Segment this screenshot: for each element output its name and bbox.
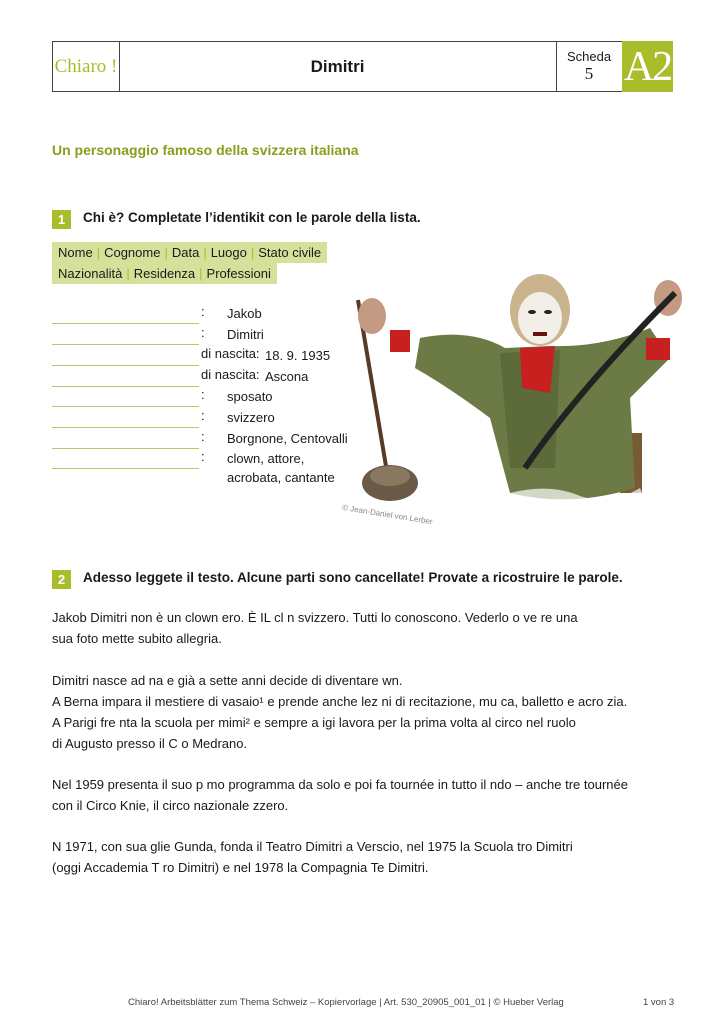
scheda-label: Scheda — [566, 49, 612, 64]
worksheet-header — [52, 41, 673, 92]
identikit-label: : — [201, 449, 205, 464]
word-item: Cognome — [104, 245, 161, 260]
text-paragraph — [52, 670, 672, 754]
answer-line[interactable] — [52, 406, 199, 407]
text-paragraph — [52, 607, 672, 649]
answer-line[interactable] — [52, 365, 199, 366]
scheda-number: 5 — [584, 64, 594, 83]
identikit-value: Jakob — [227, 306, 262, 321]
text-line: di Augusto presso il C o Medrano. — [52, 736, 248, 751]
identikit-value: sposato — [227, 389, 273, 404]
word-item: Nazionalità — [58, 266, 123, 281]
identikit-value: Dimitri — [227, 327, 264, 342]
exercise-2-number: 2 — [52, 570, 71, 589]
text-line: A Berna impara il mestiere di vasaio¹ e prende anche lez ni di recitazione, mu ca, balletto e acro zia. — [52, 694, 628, 709]
text-line: sua foto mette subito allegria. — [52, 631, 222, 646]
text-line: Nel 1959 presenta il suo p mo programma da solo e poi fa tournée in tutto il ndo – anche tre tournée — [52, 777, 628, 792]
level-badge: A2 — [622, 41, 673, 92]
exercise-2-heading: Adesso leggete il testo. Alcune parti sono cancellate! Provate a ricostruire le parole. — [83, 570, 623, 585]
text-paragraph — [52, 774, 672, 816]
word-list-row-1: Nome | Cognome | Data | Luogo | Stato civile — [52, 242, 327, 263]
identikit-value: Ascona — [265, 369, 309, 384]
text-line: Jakob Dimitri non è un clown ero. È IL cl n svizzero. Tutti lo conoscono. Vederlo o ve re una — [52, 610, 578, 625]
text-line: con il Circo Knie, il circo nazionale zzero. — [52, 798, 289, 813]
identikit-label: : — [201, 304, 205, 319]
answer-line[interactable] — [52, 323, 199, 324]
chiaro-logo: Chiaro ! — [53, 42, 120, 91]
identikit-label: : — [201, 429, 205, 444]
text-line: N 1971, con sua glie Gunda, fonda il Teatro Dimitri a Verscio, nel 1975 la Scuola tro Dimitri — [52, 839, 573, 854]
answer-line[interactable] — [52, 344, 199, 345]
identikit-value: clown, attore, — [227, 451, 305, 466]
text-line: A Parigi fre nta la scuola per mimi² e sempre a igi lavora per la prima volta al circo nel ruolo — [52, 715, 576, 730]
page-title: Dimitri — [119, 42, 557, 91]
word-list-row-2: Nazionalità | Residenza | Professioni — [52, 263, 277, 284]
text-line: Dimitri nasce ad na e già a sette anni decide di diventare wn. — [52, 673, 403, 688]
exercise-1-heading: Chi è? Completate l’identikit con le parole della lista. — [83, 210, 421, 225]
photo-credit: © Jean-Daniel von Lerber — [341, 503, 434, 527]
section-subtitle: Un personaggio famoso della svizzera italiana — [52, 142, 359, 158]
page-number: 1 von 3 — [643, 997, 675, 1008]
answer-line[interactable] — [52, 448, 199, 449]
identikit-label: di nascita: — [201, 346, 260, 361]
text-line: (oggi Accademia T ro Dimitri) e nel 1978 la Compagnia Te Dimitri. — [52, 860, 429, 875]
identikit-value: Borgnone, Centovalli — [227, 431, 348, 446]
identikit-value: 18. 9. 1935 — [265, 348, 331, 363]
identikit-label: : — [201, 325, 205, 340]
identikit-label: di nascita: — [201, 367, 260, 382]
clown-photo — [350, 268, 690, 513]
footer-text: Chiaro! Arbeitsblätter zum Thema Schweiz – Kopiervorlage | Art. 530_20905_001_01 | © Hueber Verlag — [128, 997, 564, 1008]
word-item: Nome — [58, 245, 93, 260]
word-list — [52, 242, 327, 284]
text-paragraph — [52, 836, 672, 878]
identikit-label: : — [201, 408, 205, 423]
word-item: Residenza — [133, 266, 196, 281]
identikit-value-2: acrobata, cantante — [227, 470, 335, 485]
word-item: Data — [171, 245, 200, 260]
identikit-label: : — [201, 387, 205, 402]
scheda-box — [556, 42, 622, 91]
answer-line[interactable] — [52, 427, 199, 428]
exercise-1-number: 1 — [52, 210, 71, 229]
answer-line[interactable] — [52, 468, 199, 469]
identikit-value: svizzero — [227, 410, 275, 425]
answer-line[interactable] — [52, 386, 199, 387]
word-item: Luogo — [210, 245, 247, 260]
word-item: Stato civile — [258, 245, 322, 260]
word-item: Professioni — [206, 266, 271, 281]
